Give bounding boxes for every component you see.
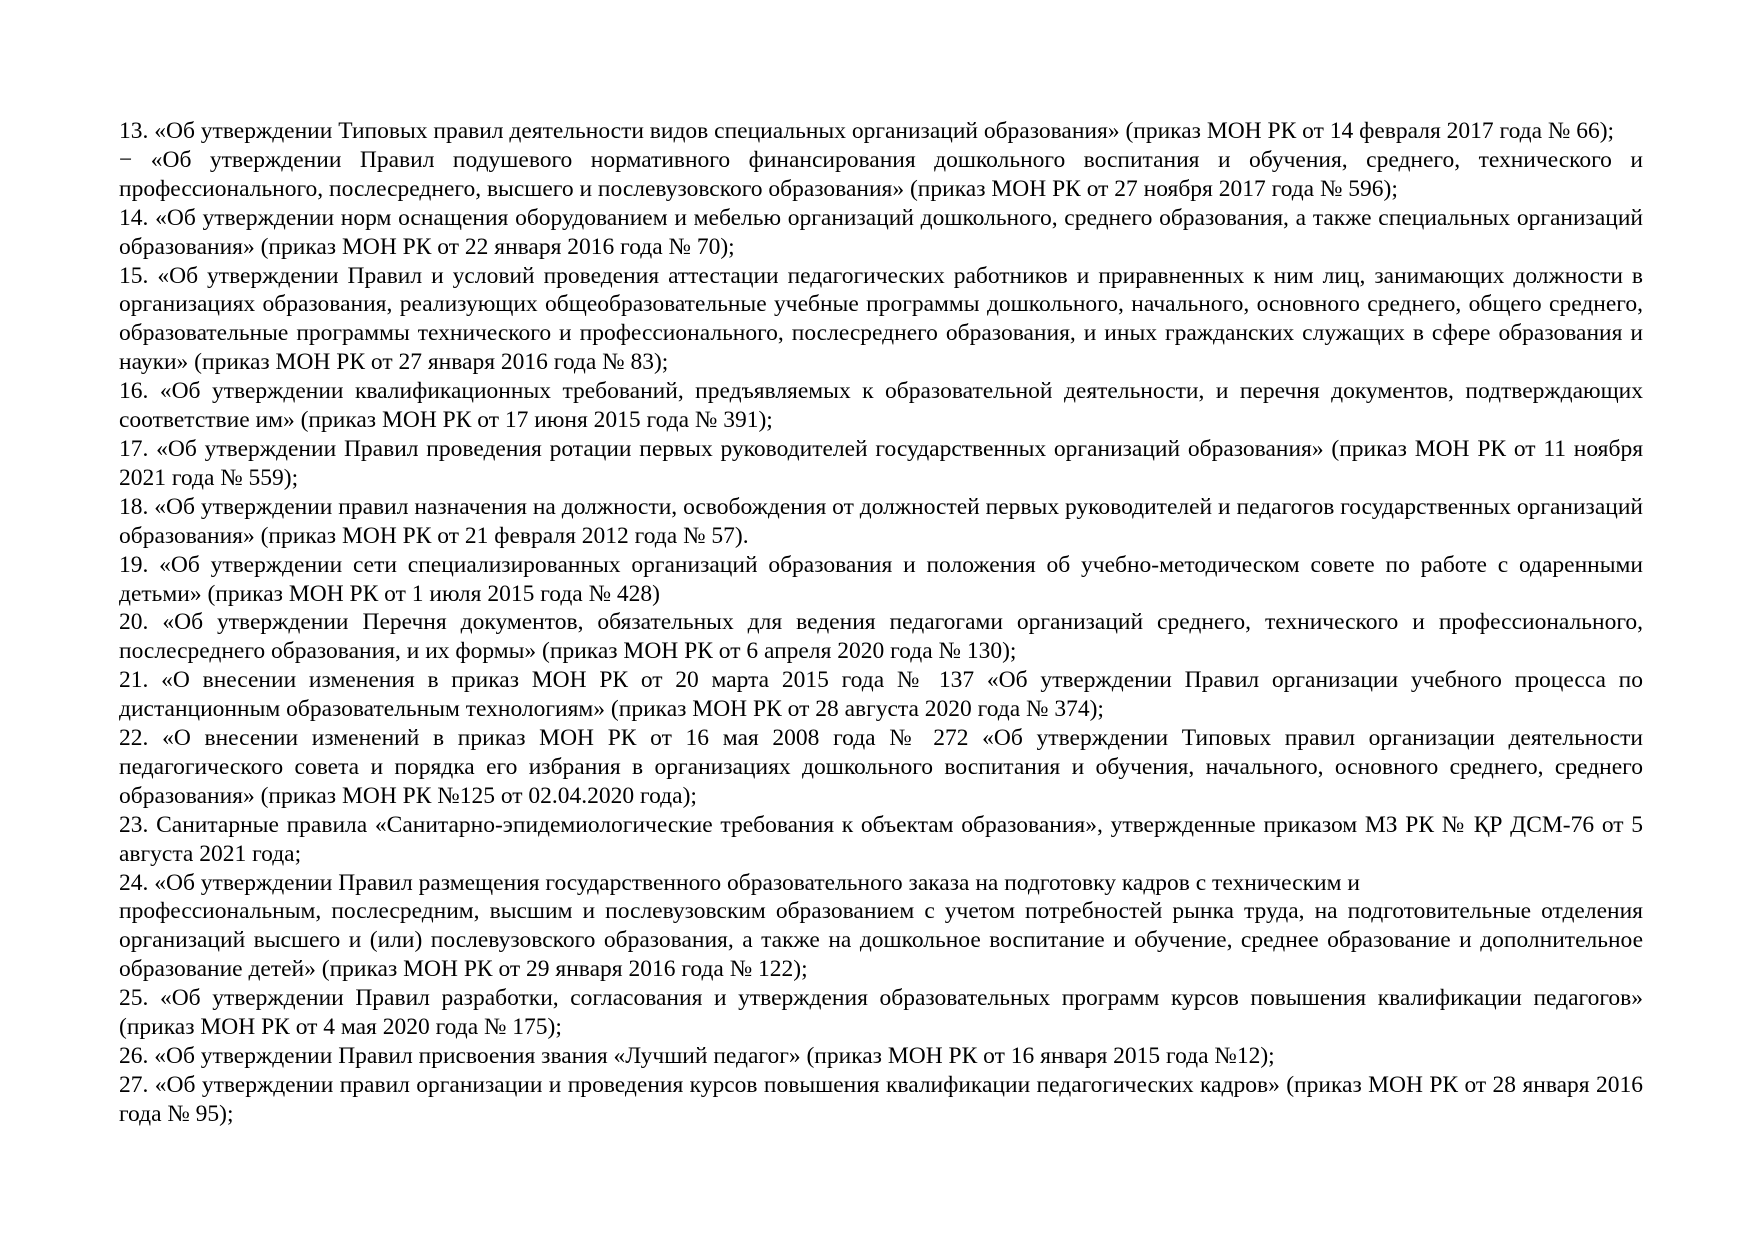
list-item-21: 21. «О внесении изменения в приказ МОН РК от 20 марта 2015 года № 137 «Об утверждении Правил организации учебного процесса по дистанционным образовательным технологиям» (приказ МОН РК от 28 августа 2020 года № 374); (119, 667, 1643, 723)
list-item-24-first-line: 24. «Об утверждении Правил размещения государственного образовательного заказа на подготовку кадров с техническим и (119, 869, 1360, 896)
list-item-23: 23. Санитарные правила «Санитарно-эпидемиологические требования к объектам образования», утвержденные приказом МЗ РК № ҚР ДСМ-76 от 5 августа 2021 года; (119, 811, 1643, 867)
list-item-27: 27. «Об утверждении правил организации и проведения курсов повышения квалификации педагогических кадров» (приказ МОН РК от 28 января 2016 года № 95); (119, 1071, 1643, 1127)
list-item-14: 14. «Об утверждении норм оснащения оборудованием и мебелью организаций дошкольного, среднего образования, а также специальных организаций образования» (приказ МОН РК от 22 января 2016 года № 70); (119, 204, 1643, 260)
list-item-18: 18. «Об утверждении правил назначения на должности, освобождения от должностей первых руководителей и педагогов государственных организаций образования» (приказ МОН РК от 21 февраля 2012 года № 57). (119, 493, 1643, 549)
list-item-20: 20. «Об утверждении Перечня документов, обязательных для ведения педагогами организаций среднего, технического и профессионального, послесреднего образования, и их формы» (приказ МОН РК от 6 апреля 2020 года № 130); (119, 609, 1643, 665)
list-item-13: 13. «Об утверждении Типовых правил деятельности видов специальных организаций образования» (приказ МОН РК от 14 февраля 2017 года № 66); (119, 118, 1615, 144)
list-item-16: 16. «Об утверждении квалификационных требований, предъявляемых к образовательной деятельности, и перечня документов, подтверждающих соответствие им» (приказ МОН РК от 17 июня 2015 года № 391); (119, 378, 1643, 434)
list-item-22: 22. «О внесении изменений в приказ МОН РК от 16 мая 2008 года № 272 «Об утверждении Типовых правил организации деятельности педагогического совета и порядка его избрания в организациях дошкольного воспитания и обучения, начального, основного среднего, среднего образования» (приказ МОН РК №125 от 02.04.2020 года); (119, 725, 1643, 809)
list-item-24-continuation: профессиональным, послесредним, высшим и послевузовским образованием с учетом потребностей рынка труда, на подготовительные отделения организаций высшего и (или) послевузовского образования, а также на дошкольное воспитание и обучение, среднее образование и дополнительное образование детей» (приказ МОН РК от 29 января 2016 года № 122); (119, 898, 1643, 983)
list-item-25: 25. «Об утверждении Правил разработки, согласования и утверждения образовательных программ курсов повышения квалификации педагогов» (приказ МОН РК от 4 мая 2020 года № 175); (119, 985, 1643, 1041)
list-item-15: 15. «Об утверждении Правил и условий проведения аттестации педагогических работников и приравненных к ним лиц, занимающих должности в организациях образования, реализующих общеобразовательные учебные программы дошкольного, начального, основного среднего, общего среднего, образовательные программы технического и профессионального, послесреднего образования, и иных гражданских служащих в сфере образования и науки» (приказ МОН РК от 27 января 2016 года № 83); (119, 262, 1643, 376)
list-item-dash: − «Об утверждении Правил подушевого нормативного финансирования дошкольного воспитания и обучения, среднего, технического и профессионального, послесреднего, высшего и послевузовского образования» (приказ МОН РК от 27 ноября 2017 года № 596); (119, 146, 1643, 202)
list-item-26: 26. «Об утверждении Правил присвоения звания «Лучший педагог» (приказ МОН РК от 16 января 2015 года №12); (119, 1043, 1275, 1069)
list-item-17: 17. «Об утверждении Правил проведения ротации первых руководителей государственных организаций образования» (приказ МОН РК от 11 ноября 2021 года № 559); (119, 435, 1643, 491)
document-page (119, 117, 1643, 1129)
list-item-19: 19. «Об утверждении сети специализированных организаций образования и положения об учебно-методическом совете по работе с одаренными детьми» (приказ МОН РК от 1 июля 2015 года № 428) (119, 551, 1643, 607)
